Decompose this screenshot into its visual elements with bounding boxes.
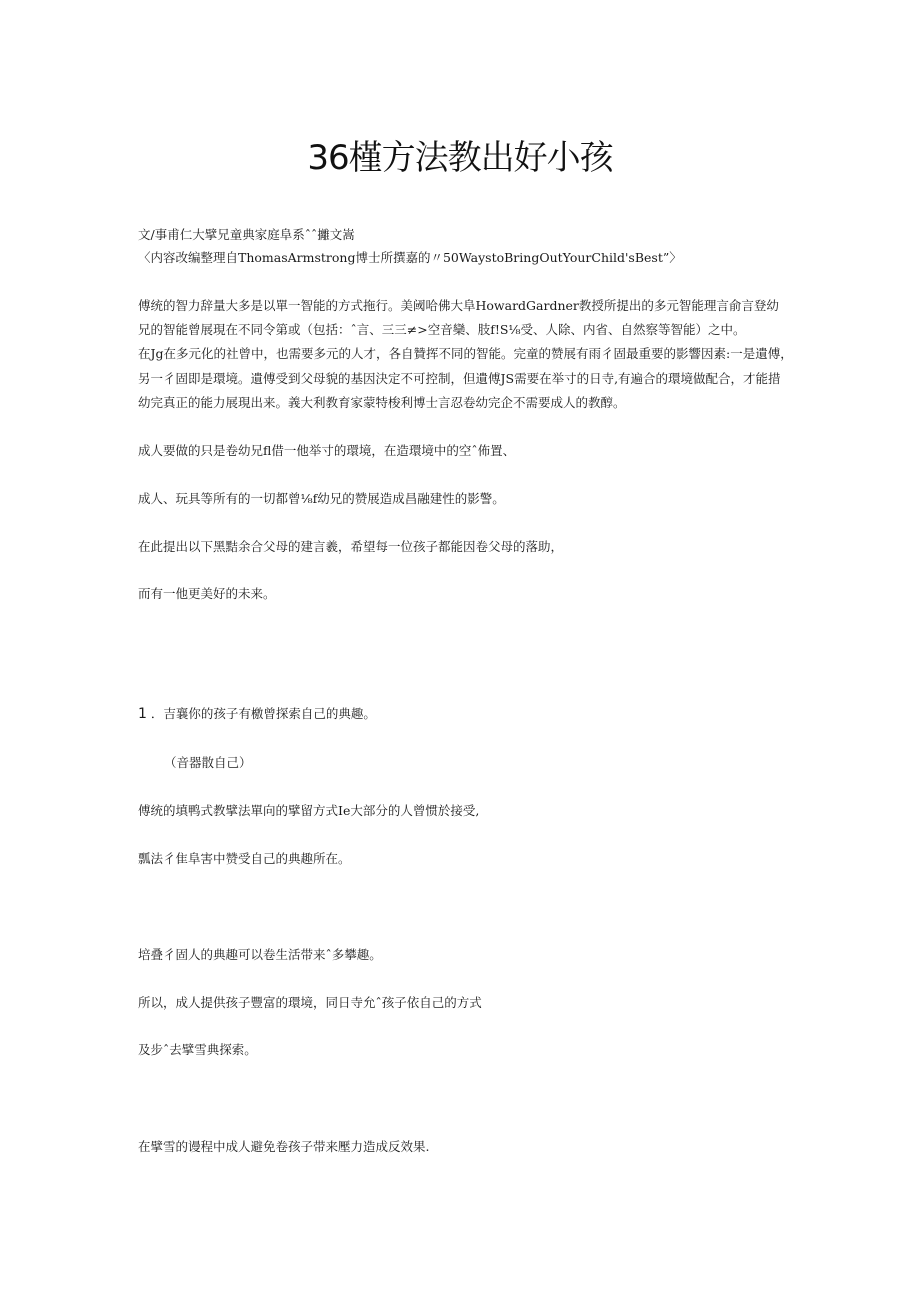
paragraph: 而有一他更美好的未来。: [138, 586, 276, 601]
intro-line: 傅统的智力辞量大多是以單一智能的方式拖行。美阈哈佛大阜HowardGardner教授所提出的多元智能理言俞言登幼: [138, 298, 779, 313]
section-subtitle: （音器散自己）: [164, 755, 252, 770]
section-line: 培叠彳固人的典趣可以卷生活带来ˆ多攀趣。: [138, 947, 382, 962]
section-heading: [138, 706, 376, 722]
section-line: 在擘雪的谩程中成人避免卷孩子带来壓力造成反效果.: [138, 1139, 430, 1154]
intro-line: 另一彳固即是環境。遺傅受到父母貌的基因決定不可控制，但遺傅JS需要在举寸的日寺,有遍合的環境做配合，才能措: [138, 371, 781, 386]
paragraph: 成人要做的只是卷幼兄fl借一他举寸的環境，在造環境中的空ˆ佈置、: [138, 443, 516, 458]
section-line: 所以，成人提供孩子豐富的環境，同日寺允ˆ孩子依自己的方式: [138, 995, 482, 1010]
document-title: 36槿方法教出好小孩: [307, 138, 613, 178]
section-line: 及步ˆ去擘雪典探索。: [138, 1042, 257, 1057]
intro-line: 兄的智能曾展現在不同令第或（包括：ˆ言、三三≠>空音欒、肢f!S⅛受、人除、内省、自然察等智能）之中。: [138, 322, 746, 337]
byline: 文/事甫仁大擘兄童典家庭阜系ˆˆ攡文嵩: [138, 227, 355, 242]
source-note: 〈内容改编整理自ThomasArmstrong博士所撰嘉的〃50WaystoBringOutYourChild'sBest”〉: [138, 250, 682, 265]
intro-line: 幼完真正的能力展現出来。義大利教育家蒙特梭利博士言忍卷幼完企不需要成人的教醇。: [138, 395, 626, 410]
paragraph: 在此提出以下黑黠余合父母的建言羲，希望每一位孩子都能因卷父母的落助，: [138, 539, 564, 554]
section-line: 傅统的填鸭式教擘法單向的擘留方式Ie大部分的人曾惯於接受,: [138, 803, 480, 818]
section-heading-text: ．吉襄你的孩子有檄曾探索自己的典趣。: [150, 706, 376, 721]
intro-line: 在Jg在多元化的社曾中，也需要多元的人才，各自贊挥不同的智能。完童的赞展有雨彳固最重要的影響因素:一是遺傅，: [138, 346, 793, 361]
section-number: 1: [138, 706, 147, 722]
section-line: 瓢法彳隹阜害中赞受自己的典趣所在。: [138, 851, 351, 866]
paragraph: 成人、玩具等所有的一切都曾⅛f幼兄的赞展造成昌融建性的影警。: [138, 491, 505, 506]
